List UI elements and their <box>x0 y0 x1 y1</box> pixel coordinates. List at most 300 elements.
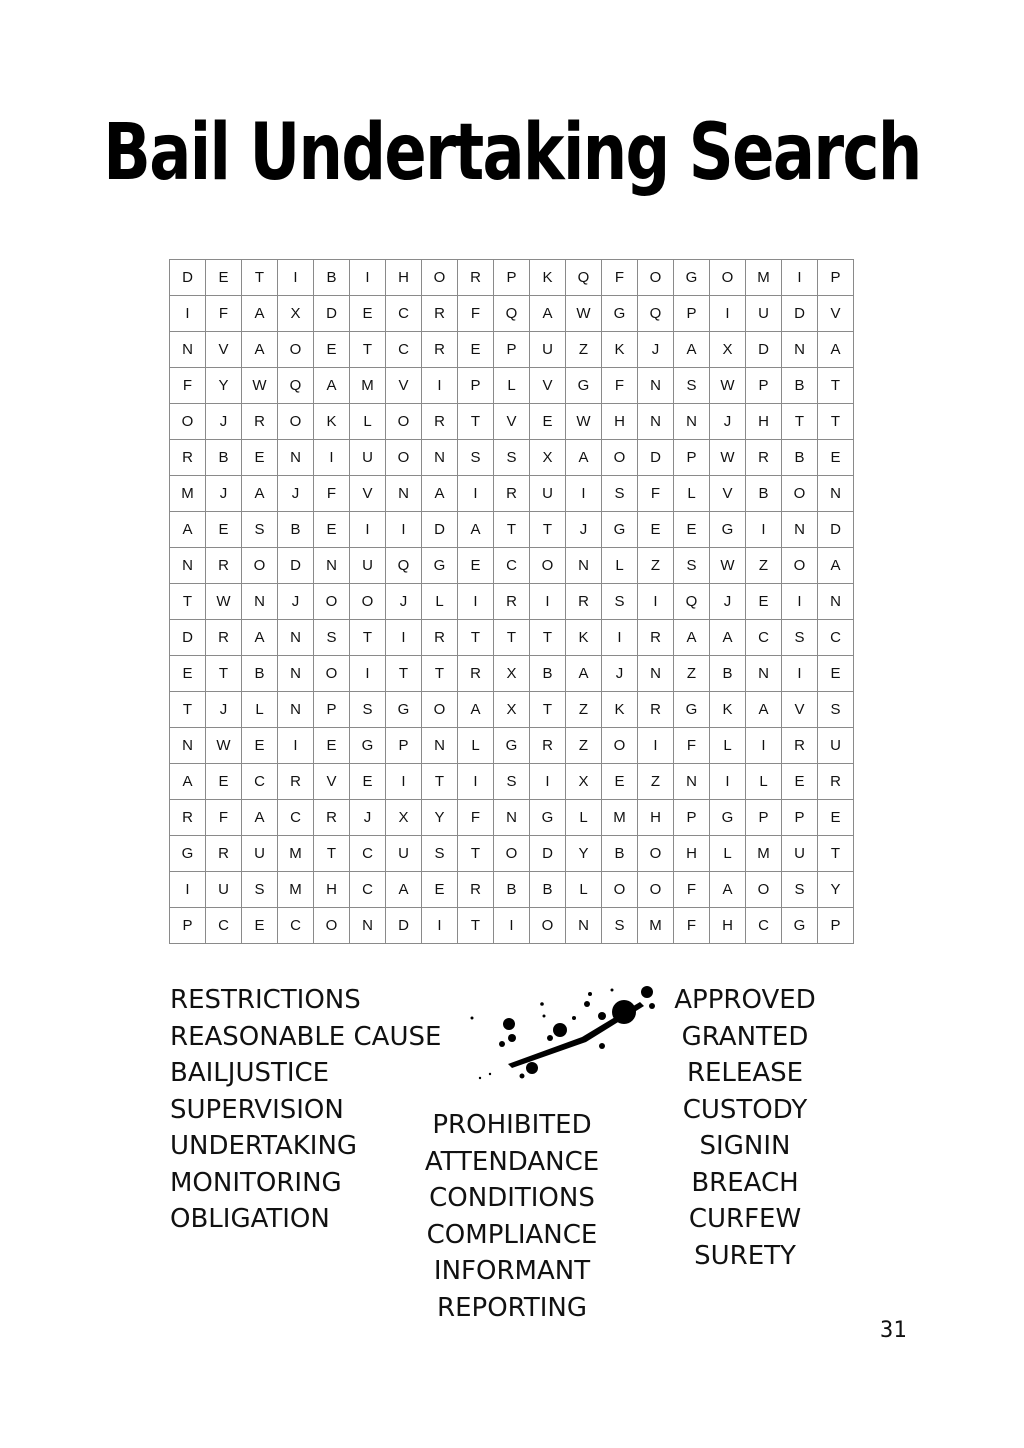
grid-cell[interactable]: A <box>818 548 854 584</box>
grid-cell[interactable]: T <box>386 656 422 692</box>
grid-cell[interactable]: K <box>566 620 602 656</box>
grid-cell[interactable]: P <box>674 296 710 332</box>
grid-cell[interactable]: B <box>782 368 818 404</box>
grid-cell[interactable]: E <box>314 332 350 368</box>
grid-cell[interactable]: H <box>674 836 710 872</box>
grid-cell[interactable]: F <box>458 296 494 332</box>
grid-cell[interactable]: N <box>746 656 782 692</box>
grid-cell[interactable]: F <box>602 260 638 296</box>
grid-cell[interactable]: R <box>494 476 530 512</box>
grid-cell[interactable]: N <box>170 728 206 764</box>
grid-cell[interactable]: J <box>386 584 422 620</box>
grid-cell[interactable]: O <box>638 872 674 908</box>
grid-cell[interactable]: H <box>386 260 422 296</box>
grid-cell[interactable]: X <box>494 656 530 692</box>
grid-cell[interactable]: L <box>242 692 278 728</box>
grid-cell[interactable]: S <box>782 620 818 656</box>
grid-cell[interactable]: R <box>458 260 494 296</box>
grid-cell[interactable]: A <box>710 872 746 908</box>
grid-cell[interactable]: V <box>386 368 422 404</box>
grid-cell[interactable]: U <box>782 836 818 872</box>
grid-cell[interactable]: I <box>782 656 818 692</box>
grid-cell[interactable]: I <box>170 872 206 908</box>
grid-cell[interactable]: G <box>710 512 746 548</box>
grid-cell[interactable]: I <box>746 728 782 764</box>
grid-cell[interactable]: I <box>782 260 818 296</box>
grid-cell[interactable]: J <box>206 404 242 440</box>
grid-cell[interactable]: G <box>602 296 638 332</box>
grid-cell[interactable]: R <box>242 404 278 440</box>
grid-cell[interactable]: P <box>314 692 350 728</box>
grid-cell[interactable]: M <box>602 800 638 836</box>
grid-cell[interactable]: T <box>350 332 386 368</box>
grid-cell[interactable]: I <box>422 908 458 944</box>
grid-cell[interactable]: M <box>638 908 674 944</box>
grid-cell[interactable]: Q <box>674 584 710 620</box>
grid-cell[interactable]: K <box>314 404 350 440</box>
grid-cell[interactable]: Y <box>566 836 602 872</box>
grid-cell[interactable]: R <box>818 764 854 800</box>
grid-cell[interactable]: R <box>458 872 494 908</box>
grid-cell[interactable]: V <box>710 476 746 512</box>
grid-cell[interactable]: B <box>278 512 314 548</box>
grid-cell[interactable]: S <box>494 764 530 800</box>
grid-cell[interactable]: I <box>530 584 566 620</box>
grid-cell[interactable]: N <box>422 728 458 764</box>
grid-cell[interactable]: D <box>170 620 206 656</box>
grid-cell[interactable]: I <box>386 764 422 800</box>
grid-cell[interactable]: E <box>746 584 782 620</box>
grid-cell[interactable]: N <box>674 764 710 800</box>
grid-cell[interactable]: U <box>746 296 782 332</box>
grid-cell[interactable]: C <box>350 836 386 872</box>
grid-cell[interactable]: R <box>638 692 674 728</box>
grid-cell[interactable]: J <box>350 800 386 836</box>
grid-cell[interactable]: N <box>170 548 206 584</box>
grid-cell[interactable]: J <box>602 656 638 692</box>
grid-cell[interactable]: I <box>458 584 494 620</box>
grid-cell[interactable]: T <box>494 620 530 656</box>
grid-cell[interactable]: F <box>674 872 710 908</box>
grid-cell[interactable]: H <box>602 404 638 440</box>
grid-cell[interactable]: I <box>458 476 494 512</box>
grid-cell[interactable]: S <box>350 692 386 728</box>
grid-cell[interactable]: E <box>782 764 818 800</box>
grid-cell[interactable]: E <box>206 764 242 800</box>
grid-cell[interactable]: D <box>782 296 818 332</box>
grid-cell[interactable]: T <box>494 512 530 548</box>
grid-cell[interactable]: G <box>566 368 602 404</box>
grid-cell[interactable]: G <box>422 548 458 584</box>
grid-cell[interactable]: K <box>602 692 638 728</box>
grid-cell[interactable]: R <box>422 620 458 656</box>
grid-cell[interactable]: C <box>278 908 314 944</box>
grid-cell[interactable]: J <box>278 476 314 512</box>
grid-cell[interactable]: M <box>746 836 782 872</box>
grid-cell[interactable]: E <box>206 512 242 548</box>
grid-cell[interactable]: N <box>314 548 350 584</box>
grid-cell[interactable]: N <box>278 692 314 728</box>
grid-cell[interactable]: T <box>530 692 566 728</box>
grid-cell[interactable]: V <box>530 368 566 404</box>
grid-cell[interactable]: T <box>422 656 458 692</box>
grid-cell[interactable]: J <box>206 476 242 512</box>
grid-cell[interactable]: O <box>530 548 566 584</box>
grid-cell[interactable]: P <box>458 368 494 404</box>
grid-cell[interactable]: Z <box>638 764 674 800</box>
grid-cell[interactable]: H <box>314 872 350 908</box>
grid-cell[interactable]: N <box>278 440 314 476</box>
grid-cell[interactable]: O <box>422 692 458 728</box>
grid-cell[interactable]: A <box>170 512 206 548</box>
grid-cell[interactable]: E <box>530 404 566 440</box>
grid-cell[interactable]: X <box>494 692 530 728</box>
grid-cell[interactable]: T <box>350 620 386 656</box>
grid-cell[interactable]: I <box>566 476 602 512</box>
grid-cell[interactable]: L <box>566 800 602 836</box>
grid-cell[interactable]: R <box>314 800 350 836</box>
grid-cell[interactable]: I <box>602 620 638 656</box>
grid-cell[interactable]: G <box>674 260 710 296</box>
grid-cell[interactable]: C <box>386 332 422 368</box>
grid-cell[interactable]: U <box>386 836 422 872</box>
grid-cell[interactable]: P <box>746 800 782 836</box>
grid-cell[interactable]: E <box>170 656 206 692</box>
grid-cell[interactable]: N <box>818 476 854 512</box>
grid-cell[interactable]: T <box>818 836 854 872</box>
grid-cell[interactable]: W <box>710 440 746 476</box>
grid-cell[interactable]: I <box>386 512 422 548</box>
grid-cell[interactable]: N <box>386 476 422 512</box>
grid-cell[interactable]: Z <box>638 548 674 584</box>
grid-cell[interactable]: T <box>458 620 494 656</box>
grid-cell[interactable]: J <box>566 512 602 548</box>
grid-cell[interactable]: N <box>170 332 206 368</box>
grid-cell[interactable]: C <box>746 620 782 656</box>
grid-cell[interactable]: U <box>242 836 278 872</box>
grid-cell[interactable]: O <box>422 260 458 296</box>
grid-cell[interactable]: N <box>782 332 818 368</box>
grid-cell[interactable]: U <box>530 332 566 368</box>
grid-cell[interactable]: G <box>350 728 386 764</box>
grid-cell[interactable]: I <box>278 260 314 296</box>
grid-cell[interactable]: O <box>170 404 206 440</box>
grid-cell[interactable]: D <box>314 296 350 332</box>
grid-cell[interactable]: A <box>566 656 602 692</box>
grid-cell[interactable]: P <box>746 368 782 404</box>
grid-cell[interactable]: A <box>530 296 566 332</box>
grid-cell[interactable]: T <box>458 908 494 944</box>
grid-cell[interactable]: I <box>746 512 782 548</box>
grid-cell[interactable]: O <box>314 908 350 944</box>
grid-cell[interactable]: C <box>818 620 854 656</box>
grid-cell[interactable]: U <box>350 440 386 476</box>
grid-cell[interactable]: Z <box>674 656 710 692</box>
grid-cell[interactable]: S <box>602 476 638 512</box>
grid-cell[interactable]: N <box>422 440 458 476</box>
grid-cell[interactable]: M <box>170 476 206 512</box>
grid-cell[interactable]: O <box>638 836 674 872</box>
grid-cell[interactable]: O <box>314 584 350 620</box>
grid-cell[interactable]: H <box>710 908 746 944</box>
grid-cell[interactable]: C <box>242 764 278 800</box>
grid-cell[interactable]: P <box>674 800 710 836</box>
grid-cell[interactable]: I <box>638 584 674 620</box>
grid-cell[interactable]: C <box>350 872 386 908</box>
grid-cell[interactable]: Y <box>422 800 458 836</box>
grid-cell[interactable]: A <box>458 512 494 548</box>
grid-cell[interactable]: T <box>170 692 206 728</box>
grid-cell[interactable]: F <box>170 368 206 404</box>
grid-cell[interactable]: M <box>746 260 782 296</box>
grid-cell[interactable]: V <box>494 404 530 440</box>
grid-cell[interactable]: A <box>242 620 278 656</box>
grid-cell[interactable]: W <box>242 368 278 404</box>
grid-cell[interactable]: S <box>818 692 854 728</box>
grid-cell[interactable]: N <box>638 368 674 404</box>
grid-cell[interactable]: G <box>170 836 206 872</box>
grid-cell[interactable]: T <box>206 656 242 692</box>
grid-cell[interactable]: O <box>386 404 422 440</box>
grid-cell[interactable]: V <box>818 296 854 332</box>
grid-cell[interactable]: C <box>278 800 314 836</box>
grid-cell[interactable]: G <box>674 692 710 728</box>
grid-cell[interactable]: N <box>638 404 674 440</box>
grid-cell[interactable]: W <box>206 584 242 620</box>
grid-cell[interactable]: E <box>458 548 494 584</box>
grid-cell[interactable]: L <box>422 584 458 620</box>
grid-cell[interactable]: T <box>170 584 206 620</box>
grid-cell[interactable]: E <box>314 728 350 764</box>
grid-cell[interactable]: O <box>350 584 386 620</box>
grid-cell[interactable]: K <box>710 692 746 728</box>
grid-cell[interactable]: P <box>782 800 818 836</box>
grid-cell[interactable]: A <box>458 692 494 728</box>
grid-cell[interactable]: B <box>710 656 746 692</box>
grid-cell[interactable]: O <box>278 404 314 440</box>
grid-cell[interactable]: I <box>530 764 566 800</box>
grid-cell[interactable]: A <box>746 692 782 728</box>
grid-cell[interactable]: B <box>602 836 638 872</box>
grid-cell[interactable]: A <box>170 764 206 800</box>
grid-cell[interactable]: O <box>746 872 782 908</box>
grid-cell[interactable]: I <box>350 656 386 692</box>
grid-cell[interactable]: T <box>458 404 494 440</box>
grid-cell[interactable]: T <box>314 836 350 872</box>
grid-cell[interactable]: T <box>242 260 278 296</box>
grid-cell[interactable]: E <box>350 296 386 332</box>
grid-cell[interactable]: B <box>782 440 818 476</box>
grid-cell[interactable]: S <box>494 440 530 476</box>
grid-cell[interactable]: O <box>602 872 638 908</box>
grid-cell[interactable]: N <box>242 584 278 620</box>
grid-cell[interactable]: O <box>530 908 566 944</box>
grid-cell[interactable]: Q <box>386 548 422 584</box>
grid-cell[interactable]: J <box>638 332 674 368</box>
grid-cell[interactable]: D <box>530 836 566 872</box>
grid-cell[interactable]: F <box>638 476 674 512</box>
grid-cell[interactable]: R <box>458 656 494 692</box>
grid-cell[interactable]: I <box>314 440 350 476</box>
grid-cell[interactable]: R <box>170 440 206 476</box>
grid-cell[interactable]: E <box>638 512 674 548</box>
grid-cell[interactable]: W <box>566 296 602 332</box>
grid-cell[interactable]: O <box>602 728 638 764</box>
grid-cell[interactable]: N <box>566 548 602 584</box>
grid-cell[interactable]: T <box>530 620 566 656</box>
grid-cell[interactable]: S <box>602 908 638 944</box>
grid-cell[interactable]: O <box>386 440 422 476</box>
grid-cell[interactable]: B <box>494 872 530 908</box>
grid-cell[interactable]: B <box>206 440 242 476</box>
grid-cell[interactable]: T <box>818 404 854 440</box>
grid-cell[interactable]: D <box>638 440 674 476</box>
grid-cell[interactable]: P <box>386 728 422 764</box>
grid-cell[interactable]: T <box>458 836 494 872</box>
grid-cell[interactable]: O <box>314 656 350 692</box>
grid-cell[interactable]: E <box>350 764 386 800</box>
grid-cell[interactable]: U <box>350 548 386 584</box>
grid-cell[interactable]: F <box>674 908 710 944</box>
grid-cell[interactable]: T <box>422 764 458 800</box>
grid-cell[interactable]: A <box>422 476 458 512</box>
grid-cell[interactable]: L <box>350 404 386 440</box>
grid-cell[interactable]: O <box>638 260 674 296</box>
grid-cell[interactable]: J <box>710 404 746 440</box>
grid-cell[interactable]: L <box>458 728 494 764</box>
grid-cell[interactable]: P <box>674 440 710 476</box>
grid-cell[interactable]: N <box>278 656 314 692</box>
grid-cell[interactable]: R <box>206 836 242 872</box>
grid-cell[interactable]: N <box>674 404 710 440</box>
grid-cell[interactable]: T <box>818 368 854 404</box>
grid-cell[interactable]: S <box>458 440 494 476</box>
grid-cell[interactable]: N <box>638 656 674 692</box>
grid-cell[interactable]: R <box>746 440 782 476</box>
grid-cell[interactable]: S <box>422 836 458 872</box>
grid-cell[interactable]: A <box>242 476 278 512</box>
grid-cell[interactable]: O <box>782 548 818 584</box>
grid-cell[interactable]: P <box>818 908 854 944</box>
grid-cell[interactable]: M <box>278 872 314 908</box>
grid-cell[interactable]: Z <box>746 548 782 584</box>
grid-cell[interactable]: G <box>602 512 638 548</box>
grid-cell[interactable]: S <box>314 620 350 656</box>
grid-cell[interactable]: U <box>530 476 566 512</box>
grid-cell[interactable]: R <box>422 332 458 368</box>
grid-cell[interactable]: S <box>242 512 278 548</box>
grid-cell[interactable]: W <box>566 404 602 440</box>
grid-cell[interactable]: R <box>278 764 314 800</box>
grid-cell[interactable]: E <box>818 656 854 692</box>
grid-cell[interactable]: I <box>278 728 314 764</box>
grid-cell[interactable]: N <box>350 908 386 944</box>
grid-cell[interactable]: H <box>746 404 782 440</box>
grid-cell[interactable]: R <box>422 404 458 440</box>
grid-cell[interactable]: I <box>350 512 386 548</box>
grid-cell[interactable]: V <box>350 476 386 512</box>
grid-cell[interactable]: G <box>494 728 530 764</box>
grid-cell[interactable]: A <box>242 296 278 332</box>
grid-cell[interactable]: V <box>206 332 242 368</box>
grid-cell[interactable]: W <box>710 548 746 584</box>
grid-cell[interactable]: Q <box>278 368 314 404</box>
grid-cell[interactable]: O <box>242 548 278 584</box>
grid-cell[interactable]: X <box>278 296 314 332</box>
grid-cell[interactable]: R <box>782 728 818 764</box>
grid-cell[interactable]: V <box>314 764 350 800</box>
grid-cell[interactable]: I <box>422 368 458 404</box>
grid-cell[interactable]: B <box>746 476 782 512</box>
grid-cell[interactable]: G <box>386 692 422 728</box>
grid-cell[interactable]: A <box>242 332 278 368</box>
grid-cell[interactable]: E <box>206 260 242 296</box>
grid-cell[interactable]: A <box>674 620 710 656</box>
grid-cell[interactable]: F <box>602 368 638 404</box>
grid-cell[interactable]: L <box>674 476 710 512</box>
grid-cell[interactable]: S <box>674 368 710 404</box>
grid-cell[interactable]: R <box>566 584 602 620</box>
grid-cell[interactable]: F <box>314 476 350 512</box>
grid-cell[interactable]: Z <box>566 692 602 728</box>
grid-cell[interactable]: X <box>530 440 566 476</box>
grid-cell[interactable]: O <box>602 440 638 476</box>
grid-cell[interactable]: Q <box>494 296 530 332</box>
grid-cell[interactable]: C <box>494 548 530 584</box>
grid-cell[interactable]: I <box>350 260 386 296</box>
grid-cell[interactable]: W <box>710 368 746 404</box>
grid-cell[interactable]: U <box>818 728 854 764</box>
grid-cell[interactable]: H <box>638 800 674 836</box>
grid-cell[interactable]: F <box>458 800 494 836</box>
grid-cell[interactable]: F <box>674 728 710 764</box>
grid-cell[interactable]: L <box>710 836 746 872</box>
grid-cell[interactable]: K <box>530 260 566 296</box>
grid-cell[interactable]: E <box>242 908 278 944</box>
grid-cell[interactable]: A <box>566 440 602 476</box>
grid-cell[interactable]: N <box>278 620 314 656</box>
grid-cell[interactable]: I <box>638 728 674 764</box>
grid-cell[interactable]: J <box>206 692 242 728</box>
grid-cell[interactable]: J <box>710 584 746 620</box>
grid-cell[interactable]: B <box>314 260 350 296</box>
grid-cell[interactable]: P <box>170 908 206 944</box>
grid-cell[interactable]: T <box>530 512 566 548</box>
grid-cell[interactable]: T <box>782 404 818 440</box>
grid-cell[interactable]: C <box>746 908 782 944</box>
grid-cell[interactable]: E <box>314 512 350 548</box>
grid-cell[interactable]: C <box>386 296 422 332</box>
grid-cell[interactable]: S <box>602 584 638 620</box>
grid-cell[interactable]: E <box>458 332 494 368</box>
grid-cell[interactable]: B <box>242 656 278 692</box>
grid-cell[interactable]: Z <box>566 728 602 764</box>
grid-cell[interactable]: D <box>746 332 782 368</box>
grid-cell[interactable]: S <box>242 872 278 908</box>
grid-cell[interactable]: R <box>206 620 242 656</box>
grid-cell[interactable]: S <box>674 548 710 584</box>
grid-cell[interactable]: R <box>170 800 206 836</box>
grid-cell[interactable]: J <box>278 584 314 620</box>
grid-cell[interactable]: E <box>242 440 278 476</box>
grid-cell[interactable]: R <box>422 296 458 332</box>
grid-cell[interactable]: L <box>566 872 602 908</box>
grid-cell[interactable]: B <box>530 656 566 692</box>
grid-cell[interactable]: G <box>782 908 818 944</box>
grid-cell[interactable]: D <box>170 260 206 296</box>
grid-cell[interactable]: G <box>710 800 746 836</box>
grid-cell[interactable]: Z <box>566 332 602 368</box>
